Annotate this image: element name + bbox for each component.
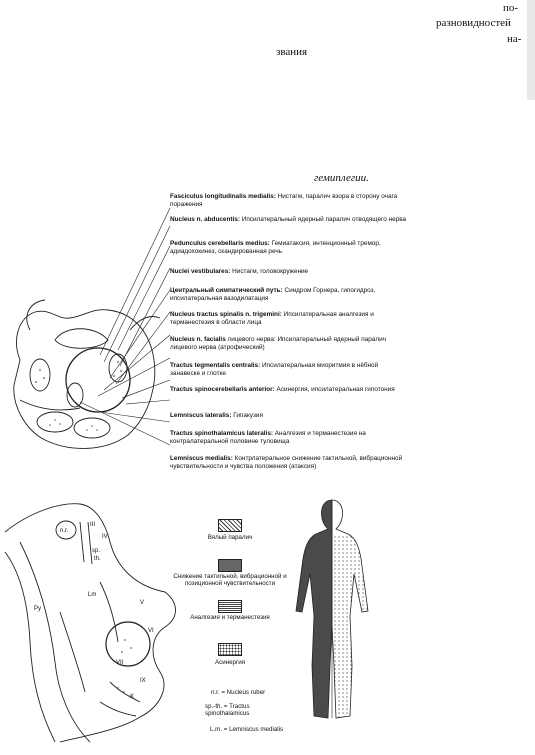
label-lemniscus-lateralis bbox=[170, 412, 410, 420]
label-tractus-spinocerebellaris-anterior bbox=[170, 386, 410, 394]
abbr-lemniscus-medialis: L.m. = Lemniscus medialis bbox=[210, 726, 284, 733]
fragment-line-3: на- bbox=[507, 33, 522, 45]
label-text: Аналгезия и терманестезия на контралатеральной половине туловища bbox=[170, 430, 366, 445]
label-text: Ипсилатеральная аналгезия и терманестезия в области лица bbox=[170, 311, 374, 326]
label-text: лицевого нерва: Ипсилатеральный ядерный паралич лицевого нерва (атрофический) bbox=[170, 336, 386, 351]
label-text: Ипсилатеральная миоритмия в нёбной занавеске и глотке bbox=[170, 362, 379, 377]
label-term: Lemniscus lateralis: bbox=[170, 412, 232, 419]
abbr-short: sp.-th. bbox=[205, 703, 223, 710]
label-term: Tractus spinocerebellaris anterior: bbox=[170, 386, 275, 393]
legend-swatch-asynergia bbox=[218, 643, 242, 656]
legend-label-tactile-loss: Снижение тактильной, вибрационной и позиционной чувствительности bbox=[173, 573, 287, 588]
legend-swatch-tactile-loss bbox=[218, 559, 242, 572]
legend-label-flaccid-paralysis: Вялый паралич bbox=[207, 534, 253, 541]
label-text: Асинергия, ипсилатеральная гипотония bbox=[274, 386, 395, 393]
fragment-line-4: звания bbox=[276, 46, 308, 58]
abbr-full: Tractus spinothalamicus bbox=[205, 703, 250, 718]
abbr-tractus-spinothalamicus: sp.-th. = Tractus spinothalamicus bbox=[205, 703, 250, 718]
sagittal-brainstem-diagram bbox=[0, 492, 190, 750]
abbr-full: Lemniscus medialis bbox=[229, 726, 284, 733]
label-text: Гипакузия bbox=[231, 412, 263, 419]
mark-sp: sp. bbox=[92, 548, 101, 554]
legend-label-asynergia: Асинергия bbox=[214, 659, 246, 666]
mark-pyramid: Py bbox=[34, 606, 42, 612]
legend-swatch-flaccid-paralysis bbox=[218, 519, 242, 532]
human-body-figure bbox=[282, 496, 382, 728]
mark-nucleus-ruber: n.r. bbox=[60, 528, 69, 534]
label-nucleus-tractus-spinalis-trigemini bbox=[170, 311, 410, 326]
label-nucleus-facialis bbox=[170, 336, 410, 351]
label-text: Контрлатеральное снижение тактильной, вибрационной чувствительности и чувства положения (атаксия) bbox=[170, 455, 403, 470]
label-term: Nuclei vestibulares: bbox=[170, 268, 231, 275]
label-term: Lemniscus medialis: bbox=[170, 455, 233, 462]
label-term: Fasciculus longitudinalis medialis: bbox=[170, 193, 276, 200]
label-text: Нистагм, головокружение bbox=[230, 268, 309, 275]
mark-nerve-x: X bbox=[130, 694, 135, 700]
brainstem-cross-section bbox=[0, 190, 175, 480]
label-lemniscus-medialis bbox=[170, 455, 410, 470]
mark-th: th. bbox=[94, 556, 101, 562]
label-nucleus-abducentis bbox=[170, 216, 410, 224]
caption-tail: гемиплегии. bbox=[314, 172, 369, 184]
label-text: Синдром Горнера, гипогидроз, ипсилатеральная вазодилатация bbox=[170, 287, 376, 302]
mark-nerve-ix: IX bbox=[140, 678, 146, 684]
label-text: Нистагм, паралич взора в сторону очага поражения bbox=[170, 193, 398, 208]
mark-lemniscus-medialis: Lm bbox=[88, 592, 97, 598]
mark-nerve-vi: VI bbox=[148, 628, 154, 634]
abbr-nucleus-ruber: n.r. = Nucleus ruber bbox=[211, 689, 266, 696]
mark-nerve-vii: VII bbox=[116, 660, 124, 666]
label-term: Pedunculus cerebellaris medius: bbox=[170, 240, 270, 247]
label-tractus-spinothalamicus-lateralis bbox=[170, 430, 410, 445]
mark-nerve-iii: III bbox=[90, 522, 96, 528]
mark-nerve-iv: IV bbox=[102, 534, 108, 540]
label-central-sympathetic-path bbox=[170, 287, 410, 302]
label-fasciculus-longitudinalis-medialis bbox=[170, 193, 410, 208]
label-term: Центральный симпатический путь: bbox=[170, 287, 283, 294]
label-pedunculus-cerebellaris-medius bbox=[170, 240, 410, 255]
label-tractus-tegmentalis-centralis bbox=[170, 362, 410, 377]
label-nuclei-vestibulares bbox=[170, 268, 410, 276]
fragment-line-1: по- bbox=[503, 2, 519, 14]
mark-nerve-v: V bbox=[140, 600, 145, 606]
legend-label-analgesia: Аналгезия и терманестезия bbox=[190, 614, 270, 621]
label-text: Ипсилатеральный ядерный паралич отводящего нерва bbox=[239, 216, 407, 223]
label-text: Гемиатаксия, интенционный тремор, адиадохокинез, скандированная речь bbox=[170, 240, 381, 255]
label-term: Tractus spinothalamicus lateralis: bbox=[170, 430, 273, 437]
legend-swatch-analgesia bbox=[218, 600, 242, 613]
label-term: Nucleus n. abducentis: bbox=[170, 216, 240, 223]
abbr-short: n.r. bbox=[211, 689, 220, 696]
label-term: Nucleus tractus spinalis n. trigemini: bbox=[170, 311, 282, 318]
page-edge-strip bbox=[527, 0, 535, 100]
label-term: Nucleus n. facialis bbox=[170, 336, 226, 343]
label-term: Tractus tegmentalis centralis: bbox=[170, 362, 261, 369]
abbr-short: L.m. bbox=[210, 726, 223, 733]
abbr-full: Nucleus ruber bbox=[226, 689, 266, 696]
fragment-line-2: разновидностей bbox=[436, 17, 511, 29]
